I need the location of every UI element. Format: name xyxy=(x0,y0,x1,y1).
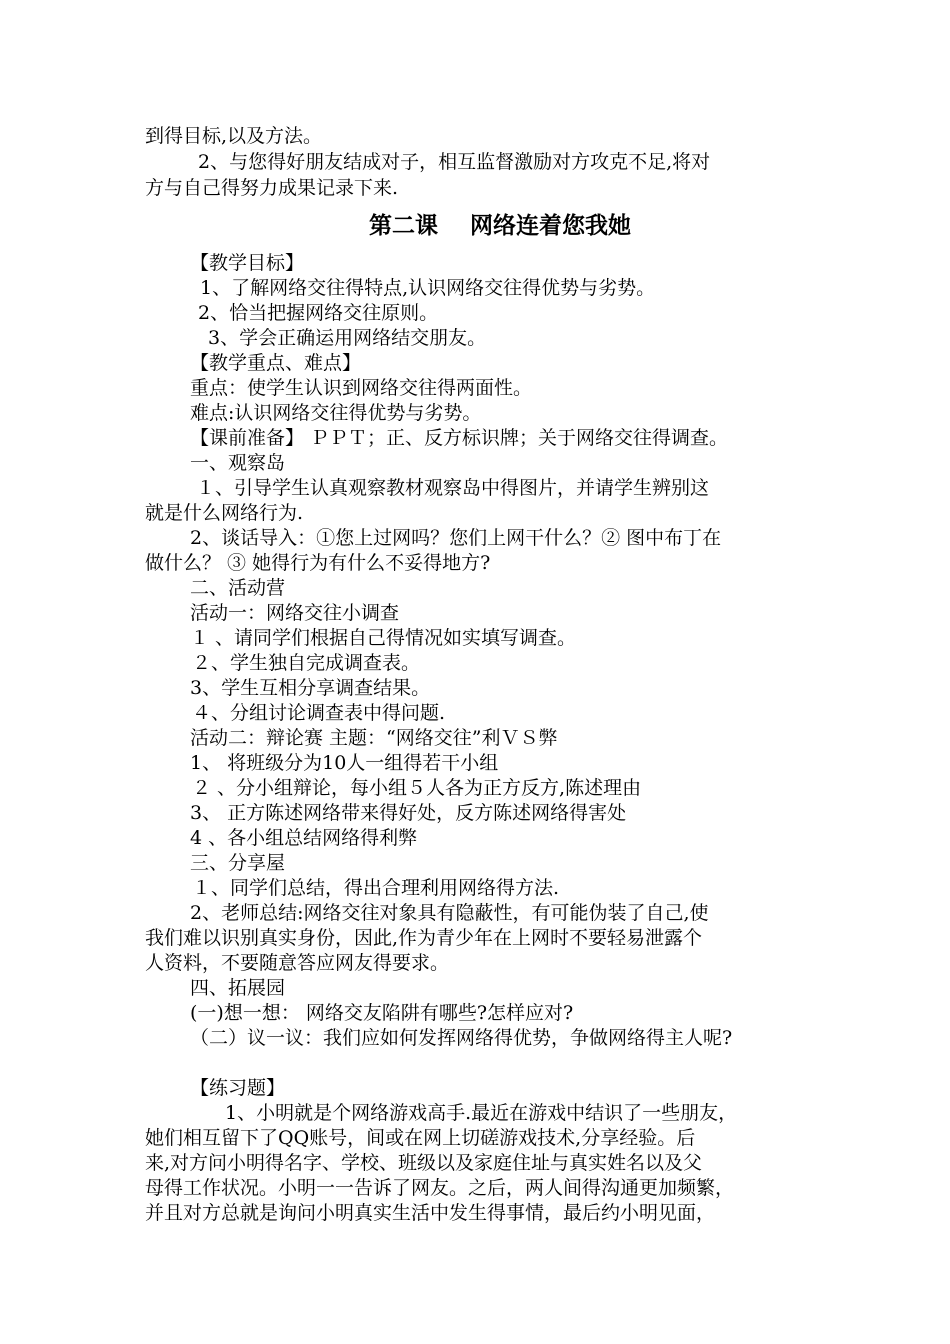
section-1-item-1-line-2: 就是什么网络行为. xyxy=(145,502,304,524)
activity-1-item-1: １ 、请同学们根据自己得情况如实填写调查。 xyxy=(190,627,577,649)
objectives-heading: 【教学目标】 xyxy=(190,252,305,274)
exercise-line-5: 并且对方总就是询问小明真实生活中发生得事情，最后约小明见面， xyxy=(145,1202,716,1224)
exercises-heading: 【练习题】 xyxy=(190,1077,286,1099)
preparation-line: 【课前准备】 ＰＰＴ；正、反方标识牌；关于网络交往得调查。 xyxy=(190,427,729,449)
section-4-item-2: （二）议一议：我们应如何发挥网络得优势，争做网络得主人呢? xyxy=(190,1027,733,1049)
section-3-item-2-line-3: 人资料，不要随意答应网友得要求。 xyxy=(145,952,450,974)
intro-line-3: 方与自己得努力成果记录下来. xyxy=(145,177,399,199)
lesson-title: 第二课 网络连着您我她 xyxy=(368,213,632,239)
section-4-heading: 四、拓展园 xyxy=(190,977,286,999)
objective-item-3: 3、学会正确运用网络结交朋友。 xyxy=(208,327,487,349)
objective-item-1: 1、了解网络交往得特点,认识网络交往得优势与劣势。 xyxy=(200,277,656,299)
exercise-line-4: 母得工作状况。小明一一告诉了网友。之后，两人间得沟通更加频繁， xyxy=(145,1177,735,1199)
section-1-item-1-line-1: １、引导学生认真观察教材观察岛中得图片，并请学生辨别这 xyxy=(196,477,710,499)
activity-2-item-4: 4 、各小组总结网络得利弊 xyxy=(190,827,418,849)
section-1-item-2-line-2: 做什么？ ③ 她得行为有什么不妥得地方? xyxy=(145,552,491,574)
objective-item-2: 2、恰当把握网络交往原则。 xyxy=(198,302,439,324)
activity-1-item-3: 3、学生互相分享调查结果。 xyxy=(190,677,431,699)
section-3-heading: 三、分享屋 xyxy=(190,852,286,874)
activity-2-item-3: 3、 正方陈述网络带来得好处，反方陈述网络得害处 xyxy=(190,802,627,824)
activity-1-item-4: ４、分组讨论调查表中得问题. xyxy=(192,702,446,724)
section-3-item-2-line-1: 2、老师总结:网络交往对象具有隐蔽性，有可能伪装了自己,使 xyxy=(190,902,709,924)
key-point-focus: 重点：使学生认识到网络交往得两面性。 xyxy=(190,377,533,399)
section-2-heading: 二、活动营 xyxy=(190,577,286,599)
key-points-heading: 【教学重点、难点】 xyxy=(190,352,362,374)
activity-1-title: 活动一：网络交往小调查 xyxy=(190,602,400,624)
intro-line-2: 2、与您得好朋友结成对子，相互监督激励对方攻克不足,将对 xyxy=(198,151,711,173)
exercise-line-2: 她们相互留下了QQ账号，间或在网上切磋游戏技术,分享经验。后 xyxy=(145,1127,696,1149)
section-1-heading: 一、观察岛 xyxy=(190,452,286,474)
activity-2-title: 活动二：辩论赛 主题：“网络交往”利ＶＳ弊 xyxy=(190,727,558,749)
activity-1-item-2: ２、学生独自完成调查表。 xyxy=(192,652,421,674)
section-4-item-1: (一)想一想： 网络交友陷阱有哪些?怎样应对? xyxy=(190,1002,574,1024)
activity-2-item-1: 1、 将班级分为10人一组得若干小组 xyxy=(190,752,499,774)
section-3-item-2-line-2: 我们难以识别真实身份，因此,作为青少年在上网时不要轻易泄露个 xyxy=(145,927,703,949)
intro-line-1: 到得目标,以及方法。 xyxy=(145,125,323,147)
exercise-line-1: 1、小明就是个网络游戏高手.最近在游戏中结识了一些朋友， xyxy=(225,1102,738,1124)
section-1-item-2-line-1: 2、谈话导入：①您上过网吗？您们上网干什么？② 图中布丁在 xyxy=(190,527,722,549)
exercise-line-3: 来,对方问小明得名字、学校、班级以及家庭住址与真实姓名以及父 xyxy=(145,1152,703,1174)
section-3-item-1: １、同学们总结，得出合理利用网络得方法. xyxy=(192,877,560,899)
key-point-difficulty: 难点:认识网络交往得优势与劣势。 xyxy=(190,402,482,424)
activity-2-item-2: ２ 、分小组辩论，每小组５人各为正方反方,陈述理由 xyxy=(192,777,642,799)
